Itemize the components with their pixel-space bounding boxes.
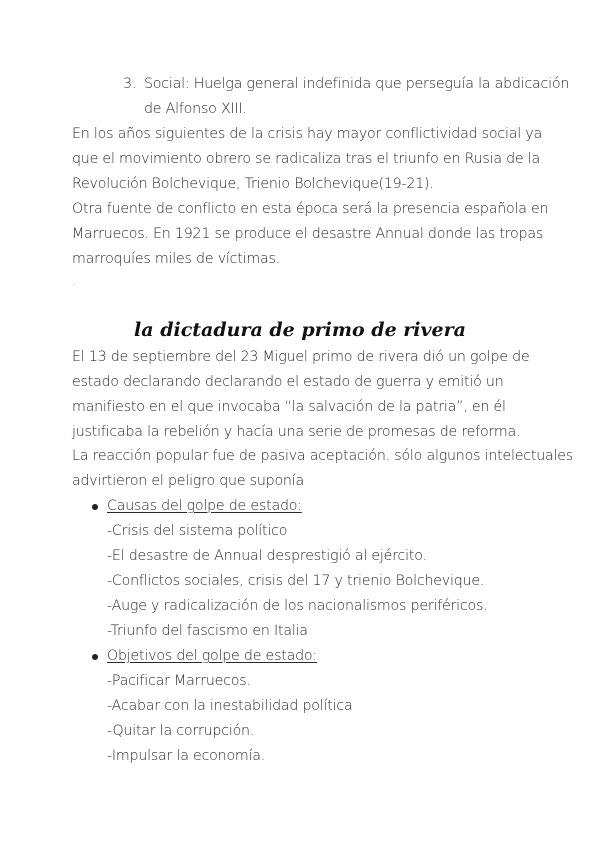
list-item: -Auge y radicalización de los nacionalismos periféricos. xyxy=(107,598,488,614)
objetivos-heading: Objetivos del golpe de estado: xyxy=(107,648,317,664)
paragraph-line: Revolución Bolchevique, Trienio Bolchevique(19-21). xyxy=(72,176,434,192)
list-item-line: de Alfonso XIII. xyxy=(144,101,247,117)
paragraph-line: El 13 de septiembre del 23 Miguel primo de rivera dió un golpe de xyxy=(72,349,530,365)
list-item: -Pacificar Marruecos. xyxy=(107,673,251,689)
paragraph-line: En los años siguientes de la crisis hay mayor conflictividad social ya xyxy=(72,126,542,142)
paragraph-line: Otra fuente de conflicto en esta época será la presencia española en xyxy=(72,201,549,217)
list-item: -Crisis del sistema político xyxy=(107,523,288,539)
paragraph-line: La reacción popular fue de pasiva aceptación. sólo algunos intelectuales xyxy=(72,448,573,464)
list-item: -Triunfo del fascismo en Italia xyxy=(107,623,308,639)
bullet-icon xyxy=(92,654,98,660)
paragraph-line: advirtieron el peligro que suponía xyxy=(72,473,304,489)
list-item: -Conflictos sociales, crisis del 17 y trienio Bolchevique. xyxy=(107,573,485,589)
paragraph-line: manifiesto en el que invocaba “la salvación de la patria”, en él xyxy=(72,399,506,415)
causas-heading: Causas del golpe de estado: xyxy=(107,498,302,514)
list-item: -El desastre de Annual desprestigió al ejército. xyxy=(107,548,427,564)
list-item-line: Social: Huelga general indefinida que perseguía la abdicación xyxy=(144,76,570,92)
list-number: 3. xyxy=(123,76,137,92)
paragraph-line: Marruecos. En 1921 se produce el desastre Annual donde las tropas xyxy=(72,226,544,242)
paragraph-line: que el movimiento obrero se radicaliza tras el triunfo en Rusia de la xyxy=(72,151,541,167)
list-item: -Quitar la corrupción. xyxy=(107,723,255,739)
paragraph-line: marroquíes miles de víctimas. xyxy=(72,251,280,267)
section-title: la dictadura de primo de rivera xyxy=(134,319,466,341)
paragraph-line: estado declarando declarando el estado de guerra y emitió un xyxy=(72,374,504,390)
stray-dot: . xyxy=(73,277,77,288)
list-item: -Impulsar la economía. xyxy=(107,748,266,764)
bullet-icon xyxy=(92,504,98,510)
paragraph-line: justificaba la rebelión y hacía una serie de promesas de reforma. xyxy=(72,424,521,440)
list-item: -Acabar con la inestabilidad política xyxy=(107,698,353,714)
